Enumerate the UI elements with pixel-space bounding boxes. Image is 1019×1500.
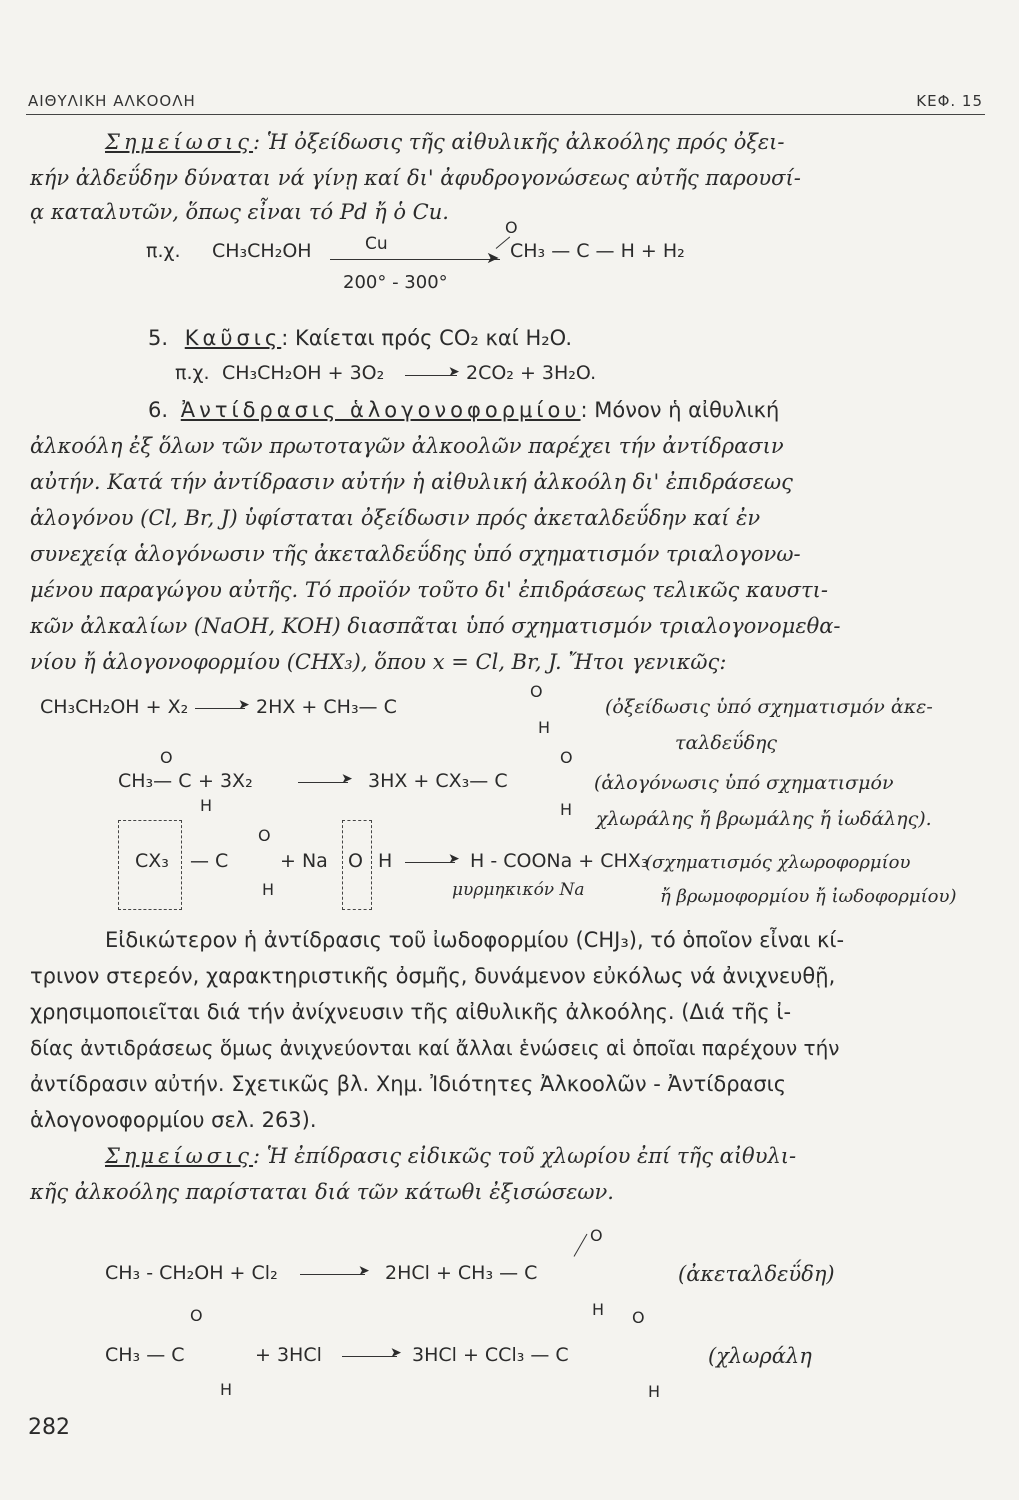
r2-left-hydrogen: H — [200, 796, 213, 815]
item6-line-7: νίου ἤ ἁλογονοφορμίου (CHX₃), ὅπου x = Cl, Br, J. Ἤτοι γενικῶς: — [30, 650, 727, 674]
r2-right-hydrogen: H — [560, 800, 573, 819]
r3-cx3: CX₃ — [135, 850, 169, 872]
r3-right: H - COONa + CHX₃ — [470, 850, 649, 872]
note1-eq-catalyst: Cu — [365, 234, 388, 254]
note2-line-2: κῆς ἀλκοόλης παρίσταται διά τῶν κάτωθι ἐξισώσεων. — [30, 1180, 614, 1204]
r2-left-mid: + 3X₂ — [198, 770, 253, 792]
r3-carbon: — C — [190, 850, 229, 872]
a-left: CH₃ - CH₂OH + Cl₂ — [105, 1262, 278, 1284]
a-oxygen: O — [590, 1226, 603, 1245]
r3-arrowhead: ➤ — [448, 851, 460, 867]
para2-line-4: ἀντίδρασιν αὐτήν. Σχετικῶς βλ. Χημ. Ἰδιότητες Ἀλκοολῶν - Ἀντίδρασις — [30, 1072, 787, 1096]
a-double-bond — [574, 1234, 588, 1257]
item6-line-6: κῶν ἀλκαλίων (NaOH, KOH) διασπᾶται ὑπό σχηματισμόν τριαλογονομεθα- — [30, 614, 841, 638]
page-number: 282 — [28, 1415, 70, 1440]
item6-line-5: μένου παραγώγου αὐτῆς. Τό προϊόν τοῦτο δι' ἐπιδράσεως τελικῶς καυστι- — [30, 578, 828, 602]
item5-eq-left: CH₃CH₂OH + 3O₂ — [222, 362, 385, 384]
note1-eq-product: CH₃ — C — H + H₂ — [510, 240, 685, 262]
a-arrow — [300, 1274, 365, 1275]
note1-first-line — [105, 130, 785, 154]
item5-text: : Καίεται πρός CO₂ καί H₂O. — [281, 326, 573, 350]
r2-left-oxygen: O — [160, 748, 173, 767]
b-left: CH₃ — C — [105, 1344, 185, 1366]
b-left-oxygen: O — [190, 1306, 203, 1325]
r1-oxygen: O — [530, 682, 543, 701]
b-mid: + 3HCl — [255, 1344, 322, 1366]
note1-line-3: ᾳ καταλυτῶν, ὅπως εἶναι τό Pd ἤ ὁ Cu. — [30, 200, 449, 224]
item5-eq-right: 2CO₂ + 3H₂O. — [466, 362, 597, 384]
item6-number: 6. — [148, 398, 169, 422]
r1-right: 2HX + CH₃— C — [256, 696, 397, 718]
r1-note-2: ταλδεΰδης — [675, 732, 778, 754]
note2-text-1: : Ἡ ἐπίδρασις εἰδικῶς τοῦ χλωρίου ἐπί τῆς αἰθυλι- — [253, 1144, 797, 1168]
a-arrowhead: ➤ — [358, 1263, 370, 1279]
r3-note-1: (σχηματισμός χλωροφορμίου — [645, 852, 911, 873]
b-right-oxygen: O — [632, 1308, 645, 1327]
header-rule — [26, 114, 985, 115]
item6-line-2: αὐτήν. Κατά τήν ἀντίδρασιν αὐτήν ἡ αἰθυλική ἀλκοόλη δι' ἐπιδράσεως — [30, 470, 793, 494]
r2-right: 3HX + CX₃— C — [368, 770, 508, 792]
para2-line-5: ἁλογονοφορμίου σελ. 263). — [30, 1108, 317, 1132]
r1-left: CH₃CH₂OH + X₂ — [40, 696, 189, 718]
note1-label: Σημείωσις — [105, 130, 254, 154]
item5-line — [148, 326, 572, 350]
r3-o: O — [348, 850, 363, 872]
para2-line-2: χρησιμοποιεῖται διά τήν ἀνίχνευσιν τῆς αἰθυλικῆς ἀλκοόλης. (Διά τῆς ἰ- — [30, 1000, 792, 1024]
note1-text-1: : Ἡ ὀξείδωσις τῆς αἰθυλικῆς ἀλκοόλης πρός ὀξει- — [253, 130, 785, 154]
r3-na: + Na — [280, 850, 328, 872]
item6-first-line — [148, 398, 779, 422]
note2-first-line — [105, 1144, 796, 1168]
running-header-chapter: ΚΕΦ. 15 — [916, 92, 983, 110]
b-left-hydrogen: H — [220, 1380, 233, 1399]
item6-label: Ἀντίδρασις ἁλογονοφορμίου — [180, 398, 581, 422]
note1-eq-prefix: π.χ. — [146, 240, 181, 262]
b-arrowhead: ➤ — [390, 1345, 402, 1361]
r2-note-2: χλωράλης ἤ βρωμάλης ἤ ἰωδάλης). — [596, 808, 932, 830]
b-note: (χλωράλη — [708, 1344, 812, 1368]
para2-line-0: Εἰδικώτερον ἡ ἀντίδρασις τοῦ ἰωδοφορμίου (CHJ₃), τό ὁποῖον εἶναι κί- — [105, 928, 845, 952]
a-hydrogen: H — [592, 1300, 605, 1319]
item5-eq-prefix: π.χ. — [175, 362, 210, 384]
r3-note-2: ἤ βρωμοφορμίου ἤ ἰωδοφορμίου) — [660, 886, 957, 907]
r1-note-1: (ὀξείδωσις ὑπό σχηματισμόν ἀκε- — [605, 696, 933, 718]
item5-number: 5. — [148, 326, 169, 350]
r2-note-1: (ἁλογόνωσις ὑπό σχηματισμόν — [594, 772, 894, 794]
item5-eq-arrowhead: ➤ — [448, 364, 460, 380]
item6-line-4: συνεχείᾳ ἁλογόνωσιν τῆς ἀκεταλδεΰδης ὑπό σχηματισμόν τριαλογονω- — [30, 542, 801, 566]
para2-line-1: τρινον στερεόν, χαρακτηριστικῆς ὀσμῆς, δυνάμενον εὐκόλως νά ἀνιχνευθῇ, — [30, 964, 836, 988]
r2-arrowhead: ➤ — [341, 771, 353, 787]
r3-h: H — [378, 850, 393, 872]
item5-label: Καῦσις — [184, 326, 282, 350]
item6-line-0: : Μόνον ἡ αἰθυλική — [580, 398, 780, 422]
note1-eq-oxygen: O — [505, 218, 518, 237]
item6-line-3: ἁλογόνου (Cl, Br, J) ὑφίσταται ὀξείδωσιν πρός ἀκεταλδεΰδην καί ἐν — [30, 506, 761, 530]
b-right: 3HCl + CCl₃ — C — [412, 1344, 569, 1366]
r3-hydrogen: H — [262, 880, 275, 899]
a-note: (ἀκεταλδεΰδη) — [678, 1262, 835, 1286]
r2-right-oxygen: O — [560, 748, 573, 767]
b-right-hydrogen: H — [648, 1382, 661, 1401]
note1-line-2: κήν ἀλδεΰδην δύναται νά γίνῃ καί δι' ἀφυδρογονώσεως αὐτῆς παρουσί- — [30, 166, 801, 190]
item6-line-1: ἀλκοόλη ἐξ ὅλων τῶν πρωτοταγῶν ἀλκοολῶν παρέχει τήν ἀντίδρασιν — [30, 434, 784, 458]
r3-sub: μυρμηκικόν Na — [452, 880, 585, 900]
note2-label: Σημείωσις — [105, 1144, 254, 1168]
note1-eq-arrow — [330, 259, 500, 260]
para2-line-3: δίας ἀντιδράσεως ὅμως ἀνιχνεύονται καί ἄλλαι ἑνώσεις αἱ ὁποῖαι παρέχουν τήν — [30, 1036, 840, 1060]
running-header-title: ΑΙΘΥΛΙΚΗ ΑΛΚΟΟΛΗ — [28, 92, 196, 110]
r1-arrowhead: ➤ — [238, 697, 250, 713]
r3-oxygen: O — [258, 826, 271, 845]
r2-left: CH₃— C — [118, 770, 192, 792]
r1-hydrogen: H — [538, 718, 551, 737]
a-right: 2HCl + CH₃ — C — [385, 1262, 538, 1284]
note1-eq-reactant: CH₃CH₂OH — [212, 240, 312, 262]
note1-eq-conditions: 200° - 300° — [343, 272, 448, 293]
b-arrow — [342, 1356, 397, 1357]
note1-eq-arrowhead: ➤ — [486, 248, 500, 267]
